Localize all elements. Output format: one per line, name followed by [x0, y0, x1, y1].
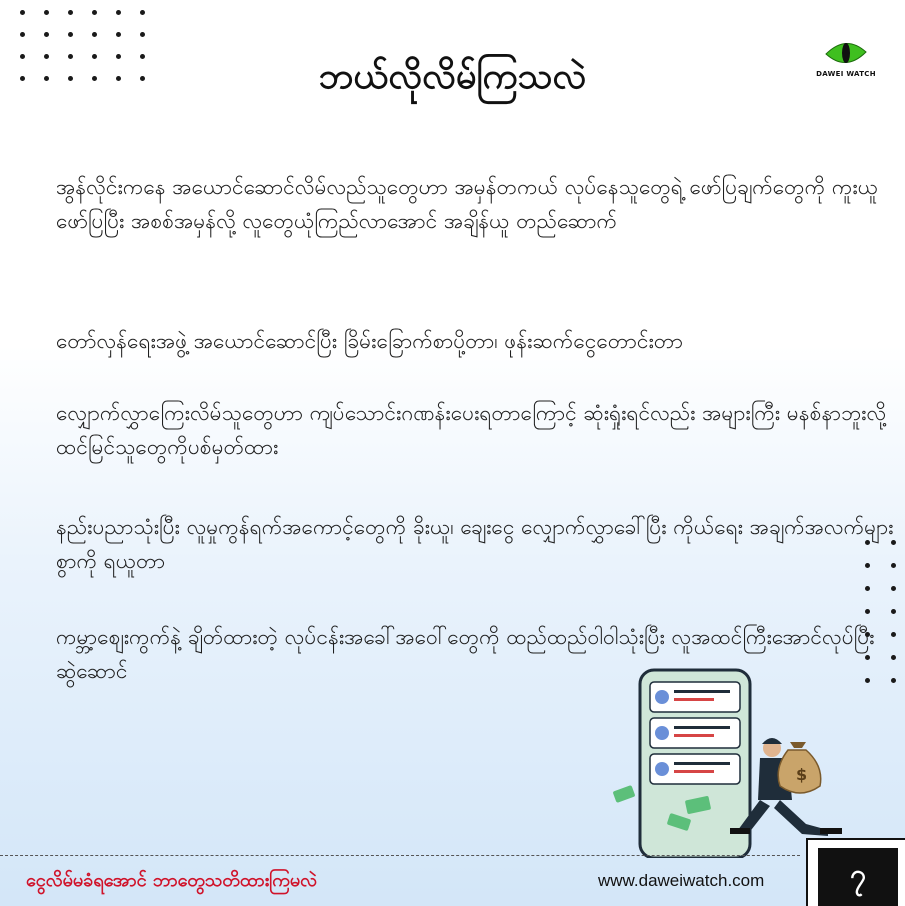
page-number: ၇ [818, 848, 898, 906]
cat-eye-icon [824, 38, 868, 68]
logo-text: DAWEI WATCH [816, 70, 876, 78]
series-title: ငွေလိမ်မခံရအောင် ဘာတွေသတိထားကြမလဲ [26, 870, 318, 891]
website-url[interactable]: www.daweiwatch.com [598, 871, 765, 890]
svg-text:$: $ [796, 765, 808, 784]
phone-scam-thief-illustration [610, 668, 860, 858]
paragraph-fake-business: ကမ္ဘာ့စျေးကွက်နဲ့ ချိတ်ထားတဲ့ လုပ်ငန်းအခေါ်အဝေါ်တွေကို ထည်ထည်ဝါဝါသုံးပြီး လူအထင်ကြီးအောင်လုပ်ပြီး ဆွဲဆောင် [56, 625, 875, 683]
page-title: ဘယ်လိုလိမ်ကြသလဲ [318, 56, 587, 97]
paragraph-threat-calls: တော်လှန်ရေးအဖွဲ့ အယောင်ဆောင်ပြီး ခြိမ်းခြောက်စာပို့တာ၊ ဖုန်းဆက်ငွေတောင်းတာ [56, 329, 683, 353]
brand-logo [814, 38, 878, 78]
paragraph-account-theft: နည်းပညာသုံးပြီး လူမှုကွန်ရက်အကောင့်တွေကို ခိုးယူ၊ ချေးငွေ လျှောက်လွှာခေါ်ပြီး ကိုယ်ရေး အချက်အလက်များစွာကို ရယူတာ [56, 515, 894, 573]
paragraph-application-fee: လျှောက်လွှာကြေးလိမ်သူတွေဟာ ကျပ်သောင်းဂဏန်းပေးရတာကြောင့် ဆုံးရှုံးရင်လည်း အများကြီး မနစ်နာဘူးလို့ ထင်မြင်သူတွေကိုပစ်မှတ်ထား [56, 401, 887, 459]
footer-divider [0, 855, 800, 856]
paragraph-impersonation: အွန်လိုင်းကနေ အယောင်ဆောင်လိမ်လည်သူတွေဟာ အမှန်တကယ် လုပ်နေသူတွေရဲ့ ဖော်ပြချက်တွေကို ကူးယူဖော်ပြပြီး အစစ်အမှန်လို့ လူတွေယုံကြည်လာအောင် အချိန်ယူ တည်ဆောက် [56, 175, 879, 233]
